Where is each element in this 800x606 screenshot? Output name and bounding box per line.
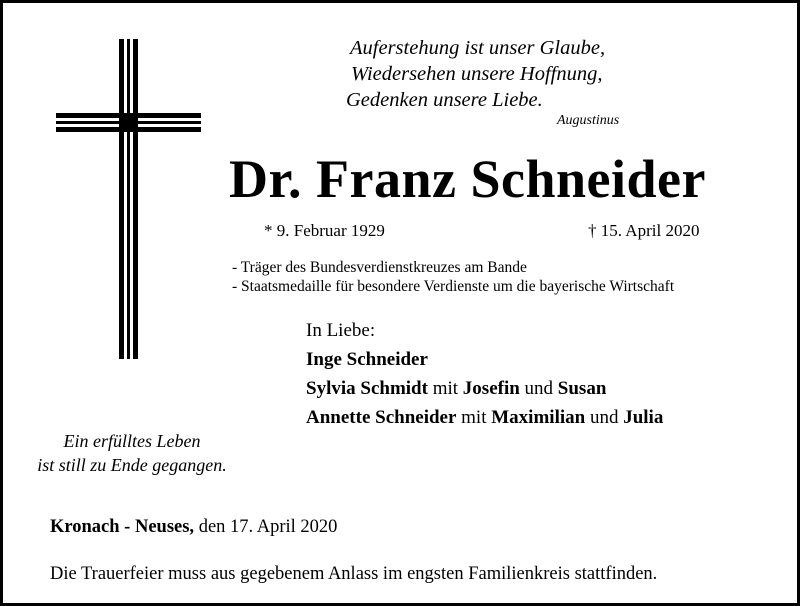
date: den 17. April 2020	[198, 517, 338, 537]
mourner-line	[306, 374, 663, 403]
quote-line: Auferstehung ist unser Glaube,	[350, 37, 606, 59]
mourners	[306, 316, 663, 432]
epitaph-line: ist still zu Ende gegangen.	[37, 455, 227, 475]
quote	[346, 35, 605, 113]
deceased-name: Dr. Franz Schneider	[229, 149, 706, 209]
connector-word: und	[589, 407, 619, 428]
place: Kronach - Neuses,	[50, 517, 195, 537]
honors-list	[232, 258, 674, 296]
connector-word: mit	[432, 378, 459, 399]
quote-author: Augustinus	[557, 113, 620, 128]
child-name: Josefin	[462, 378, 520, 399]
honor-item: - Träger des Bundesverdienstkreuzes am Bande	[232, 259, 527, 276]
child-name: Julia	[623, 407, 664, 428]
honor-item: - Staatsmedaille für besondere Verdienste um die bayerische Wirtschaft	[232, 278, 675, 295]
birth-date: * 9. Februar 1929	[264, 221, 385, 240]
place-date	[50, 517, 337, 538]
mourner-name: Sylvia Schmidt	[306, 378, 428, 399]
quote-line: Wiedersehen unsere Hoffnung,	[351, 63, 603, 85]
child-name: Susan	[557, 378, 607, 399]
connector-word: und	[524, 378, 554, 399]
epitaph-line: Ein erfülltes Leben	[63, 431, 201, 451]
funeral-notice: Die Trauerfeier muss aus gegebenem Anlass im engsten Familienkreis stattfinden.	[50, 564, 658, 584]
death-date: † 15. April 2020	[588, 221, 700, 240]
connector-word: mit	[461, 407, 487, 428]
mourners-intro: In Liebe:	[306, 320, 376, 341]
mourner-line	[306, 345, 663, 374]
mourner-line	[306, 403, 663, 432]
mourner-name: Inge Schneider	[306, 349, 428, 370]
child-name: Maximilian	[491, 407, 586, 428]
epitaph	[3, 429, 261, 477]
mourner-name: Annette Schneider	[306, 407, 457, 428]
cross-icon	[56, 39, 201, 364]
quote-line: Gedenken unsere Liebe.	[346, 89, 543, 111]
